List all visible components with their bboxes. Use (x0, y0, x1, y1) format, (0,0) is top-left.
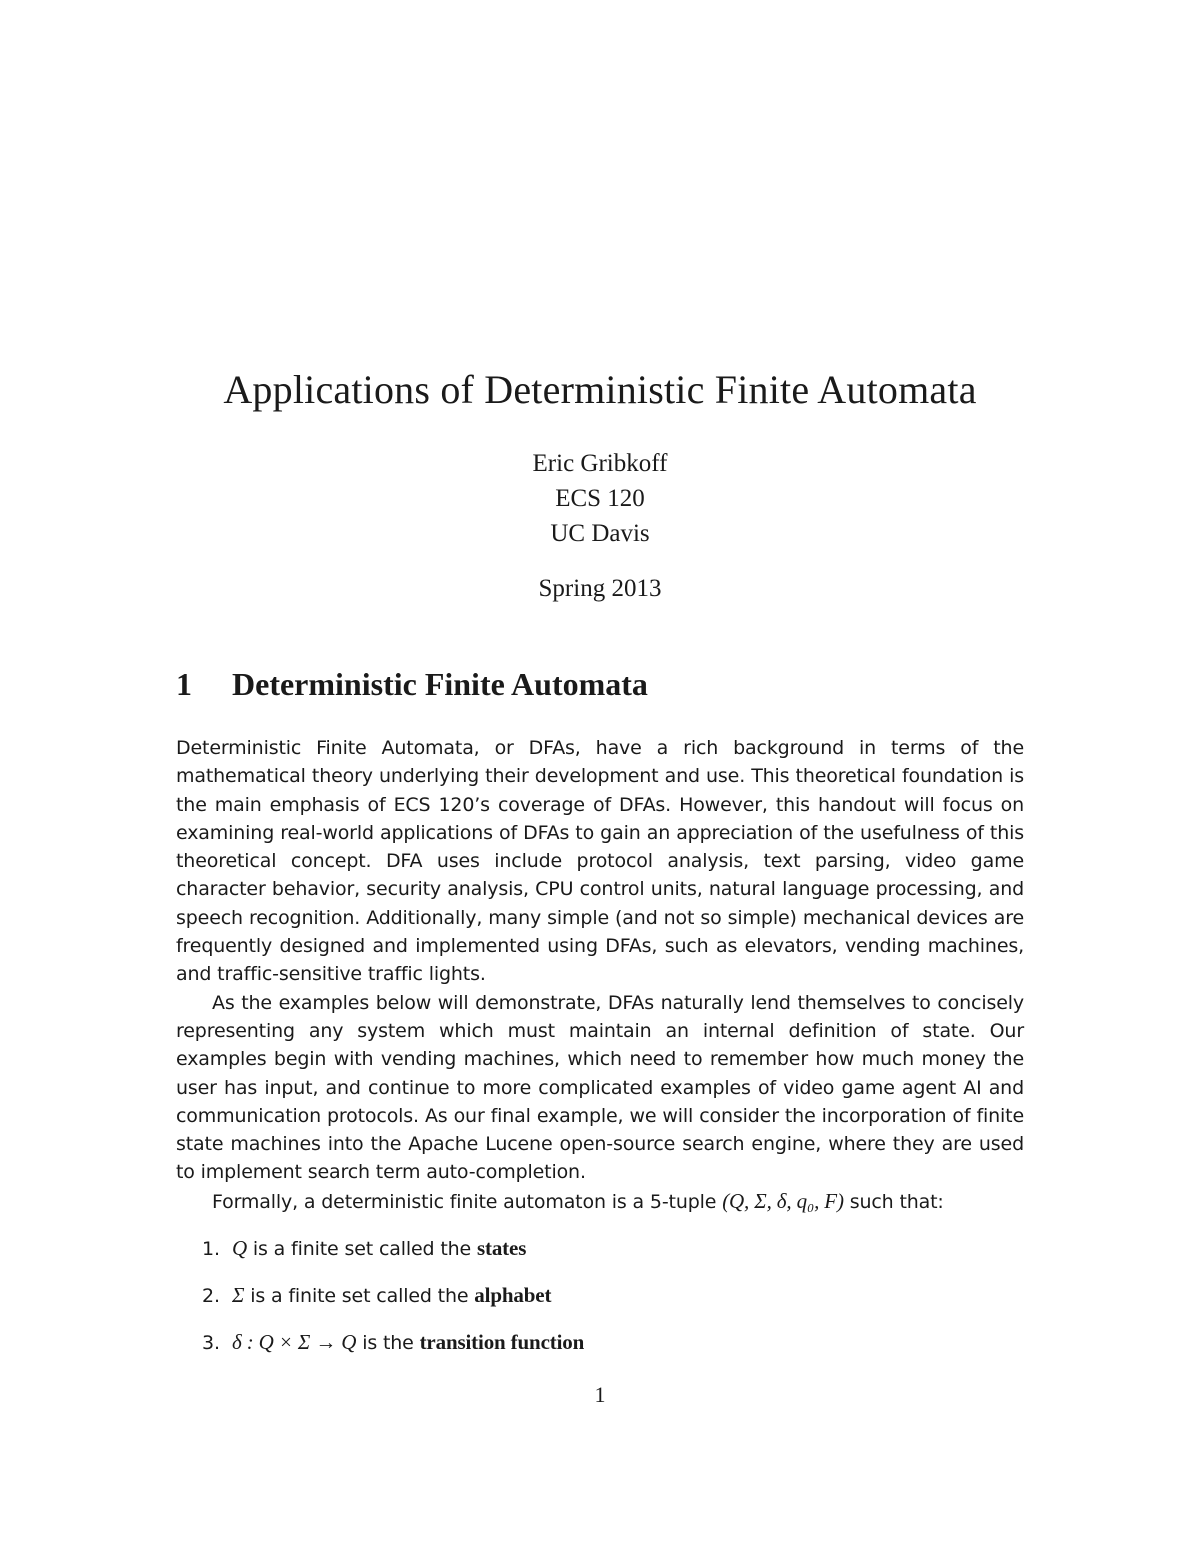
title-block (0, 362, 1200, 606)
list-item (202, 1234, 1024, 1263)
section-number: 1 (176, 666, 192, 702)
section-heading (176, 662, 1024, 706)
page-number: 1 (594, 1382, 606, 1407)
author-name: Eric Gribkoff (532, 450, 668, 477)
list-item-number: 1. (202, 1238, 220, 1261)
list-item-symbol: Σ (232, 1283, 245, 1308)
list-item-number: 3. (202, 1332, 220, 1355)
formal-trail: such that: (849, 1190, 944, 1213)
list-item-symbol: Q (232, 1236, 248, 1261)
list-item-term: transition function (419, 1330, 585, 1355)
author-block (0, 446, 1200, 551)
course-name: ECS 120 (555, 485, 645, 512)
list-item (202, 1281, 1024, 1310)
definition-list (202, 1234, 1024, 1357)
list-item-term: alphabet (474, 1283, 552, 1308)
formal-lead: Formally, a deterministic finite automaton is a 5-tuple (212, 1190, 717, 1213)
paragraph-2: As the examples below will demonstrate, DFAs naturally lend themselves to concisely representing any system which must maintain an internal definition of state. Our examples begin with vending machines, which need to remember how much money the user has input, and continue to more complicated examples of video game agent AI and communication protocols. As our final example, we will consider the incorporation of finite state machines into the Apache Lucene open-source search engine, where they are used to implement search term auto-completion. (176, 991, 1024, 1184)
term-date: Spring 2013 (538, 575, 662, 602)
paragraph-1: Deterministic Finite Automata, or DFAs, have a rich background in terms of the mathematical theory underlying their development and use. This theoretical foundation is the main emphasis of ECS 120’s coverage of DFAs. However, this handout will focus on examining real-world applications of DFAs to gain an appreciation of the usefulness of this theoretical concept. DFA uses include protocol analysis, text parsing, video game character behavior, security analysis, CPU control units, natural language processing, and speech recognition. Additionally, many simple (and not so simple) mechanical devices are frequently designed and implemented using DFAs, such as elevators, vending machines, and traffic-sensitive traffic lights. (176, 737, 1024, 986)
list-item-text: is a finite set called the (250, 1285, 469, 1308)
list-item-symbol: δ : Q × Σ → Q (232, 1330, 357, 1355)
list-item-text: is the (362, 1332, 414, 1355)
section-1 (176, 662, 1024, 1375)
list-item-number: 2. (202, 1285, 220, 1308)
formal-tuple: (Q, Σ, δ, q₀, F) (722, 1188, 844, 1213)
list-item (202, 1328, 1024, 1357)
paragraph-formal (176, 1187, 1024, 1216)
list-item-text: is a finite set called the (252, 1238, 472, 1261)
list-item-term: states (476, 1236, 527, 1261)
section-title: Deterministic Finite Automata (232, 666, 648, 702)
paper-title: Applications of Deterministic Finite Automata (223, 367, 977, 412)
institution-name: UC Davis (550, 520, 650, 547)
